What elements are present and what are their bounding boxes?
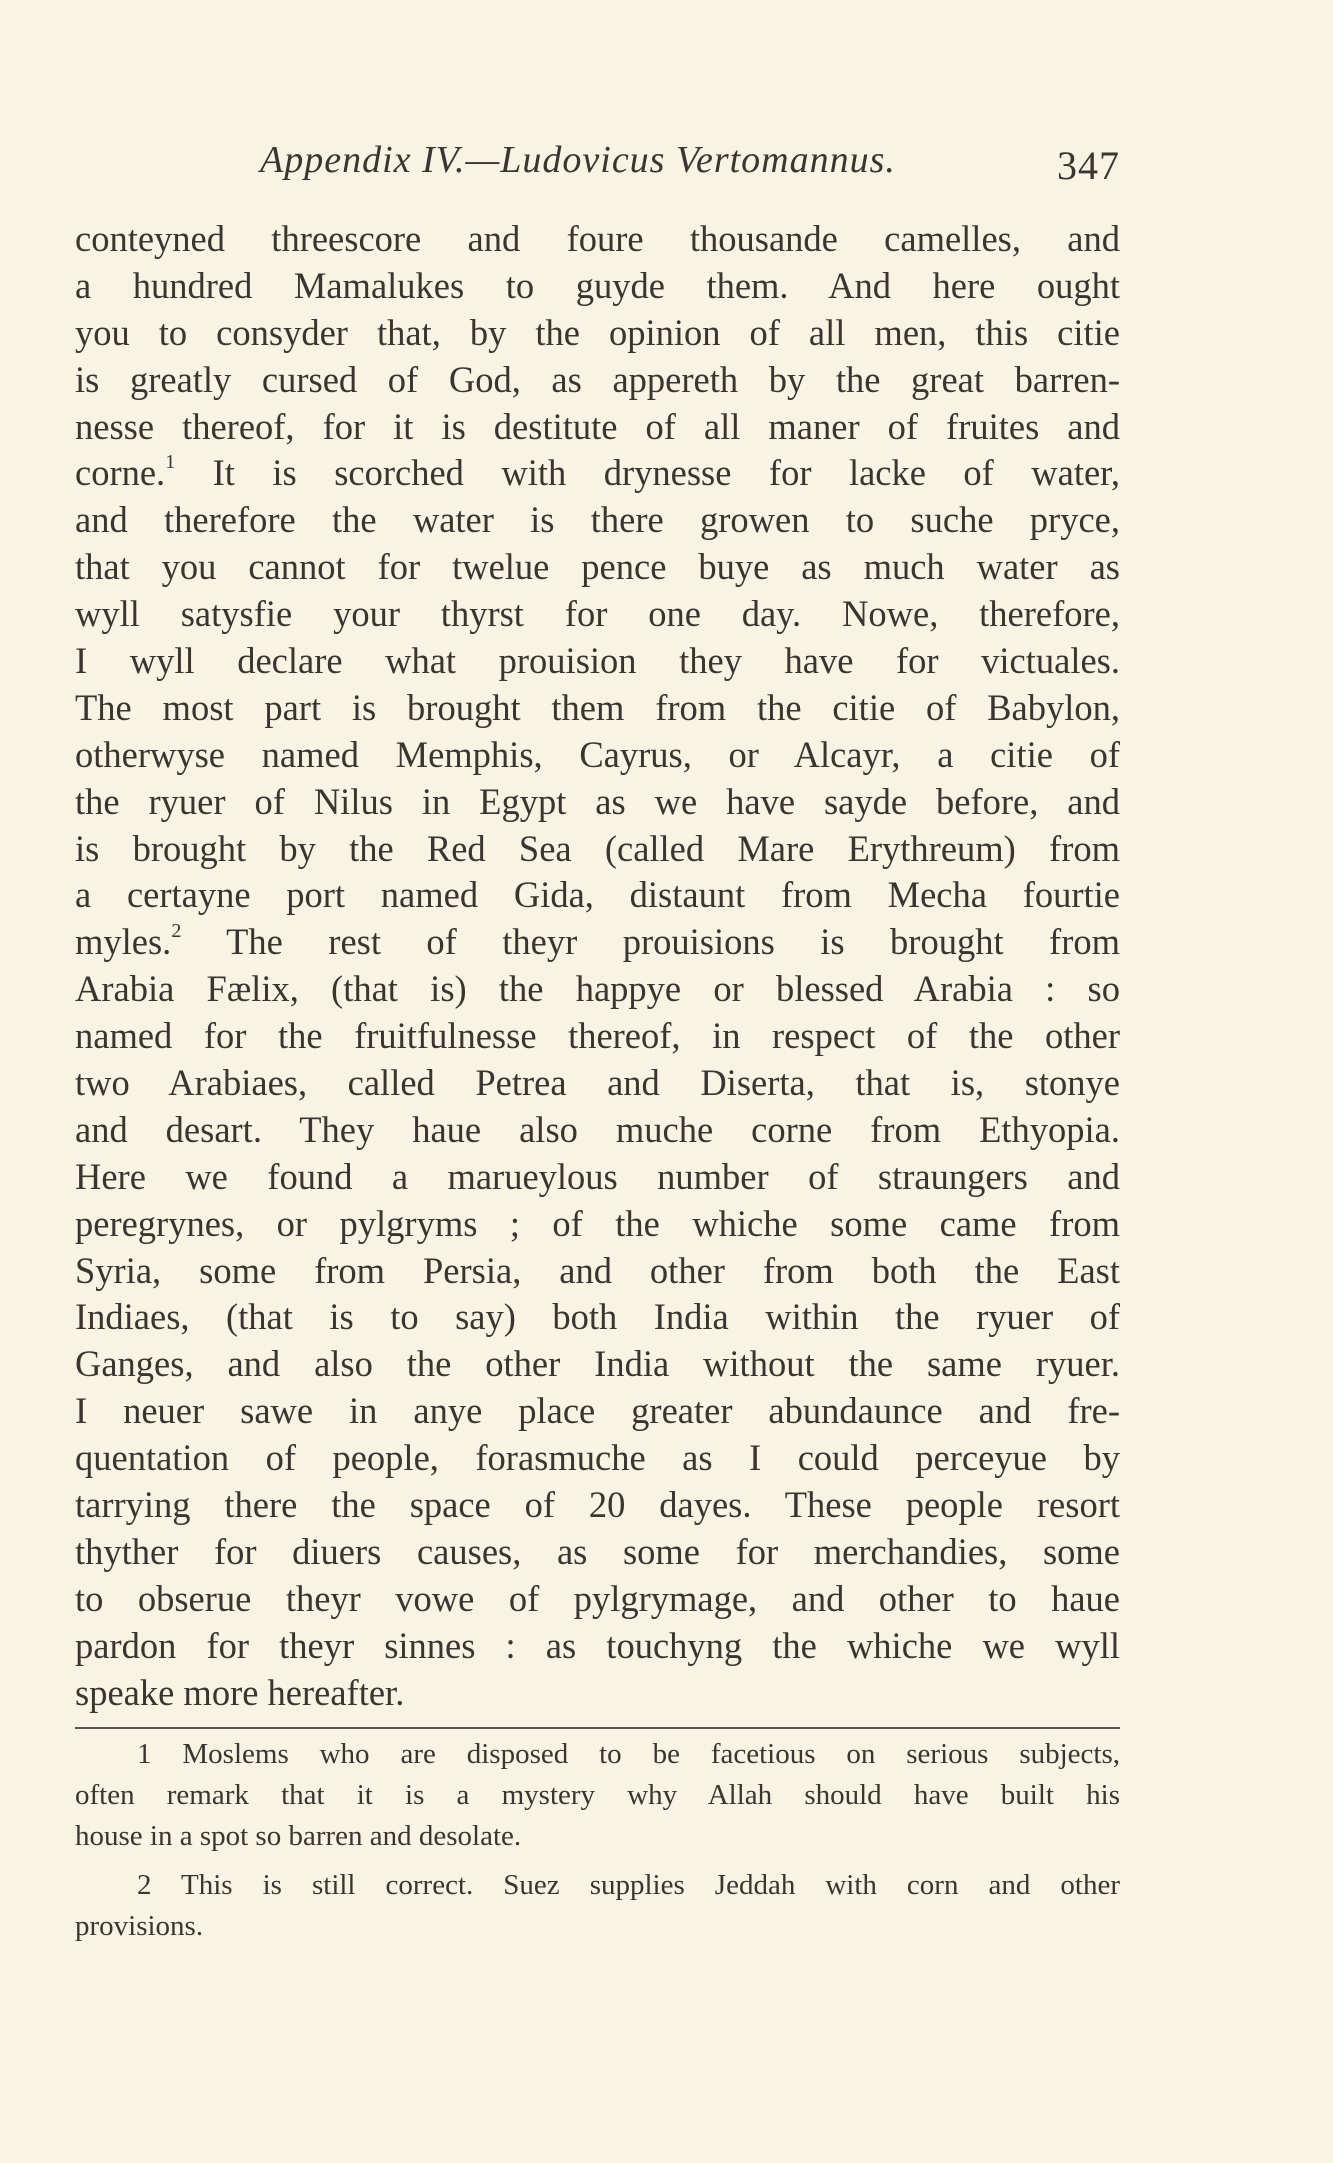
text-line: I wyll declare what prouision they have for victuales. — [75, 640, 1120, 682]
line-segment: It is scorched with drynesse for lacke of water, — [175, 452, 1120, 494]
text-line — [75, 450, 1120, 497]
text-line: and therefore the water is there growen to suche pryce, — [75, 499, 1120, 541]
text-line: and desart. They haue also muche corne from Ethyopia. — [75, 1108, 1120, 1150]
text-line: pardon for theyr sinnes : as touchyng the whiche we wyll — [75, 1624, 1120, 1666]
footnote-line: provisions. — [75, 1910, 204, 1942]
line-segment: The rest of theyr prouisions is brought from — [181, 921, 1120, 963]
text-line: peregrynes, or pylgryms ; of the whiche some came from — [75, 1202, 1120, 1244]
main-text — [75, 216, 1120, 1717]
page-number: 347 — [1057, 143, 1120, 188]
text-line: speake more hereafter. — [75, 1671, 405, 1713]
text-line: you to consyder that, by the opinion of all men, this citie — [75, 311, 1120, 353]
footnote-line: house in a spot so barren and desolate. — [75, 1820, 522, 1852]
text-line: two Arabiaes, called Petrea and Diserta, that is, stonye — [75, 1062, 1120, 1104]
text-line: is brought by the Red Sea (called Mare Erythreum) from — [75, 827, 1120, 869]
text-line: thyther for diuers causes, as some for merchandies, some — [75, 1530, 1120, 1572]
text-line: Syria, some from Persia, and other from both the East — [75, 1249, 1120, 1291]
text-line: Here we found a marueylous number of straungers and — [75, 1155, 1120, 1197]
running-title: Appendix IV.—Ludovicus Vertomannus. — [260, 139, 896, 181]
text-line: Arabia Fælix, (that is) the happye or blessed Arabia : so — [75, 968, 1120, 1010]
text-line: nesse thereof, for it is destitute of all maner of fruites and — [75, 405, 1120, 447]
line-segment: myles. — [75, 921, 172, 963]
text-line: a hundred Mamalukes to guyde them. And here ought — [75, 264, 1120, 306]
text-line: that you cannot for twelue pence buye as much water as — [75, 546, 1120, 588]
text-line: otherwyse named Memphis, Cayrus, or Alcayr, a citie of — [75, 733, 1120, 775]
text-line: the ryuer of Nilus in Egypt as we have sayde before, and — [75, 780, 1120, 822]
footnote-line: often remark that it is a mystery why Allah should have built his — [75, 1779, 1120, 1811]
footnote-marker-1: 1 — [165, 451, 176, 474]
text-line: wyll satysfie your thyrst for one day. Nowe, therefore, — [75, 593, 1120, 635]
text-line: Indiaes, (that is to say) both India within the ryuer of — [75, 1296, 1120, 1338]
text-line: I neuer sawe in anye place greater abundaunce and fre- — [75, 1390, 1120, 1432]
text-line: quentation of people, forasmuche as I could perceyue by — [75, 1437, 1120, 1479]
footnote-line: 1 Moslems who are disposed to be facetious on serious subjects, — [137, 1738, 1120, 1770]
running-header — [75, 138, 1120, 194]
footnotes — [75, 1734, 1120, 1947]
footnote-divider — [75, 1727, 1120, 1729]
line-segment: corne. — [75, 452, 166, 494]
text-line: Ganges, and also the other India without the same ryuer. — [75, 1343, 1120, 1385]
text-line: tarrying there the space of 20 dayes. These people resort — [75, 1484, 1120, 1526]
text-line — [75, 919, 1120, 966]
footnote-line: 2 This is still correct. Suez supplies Jeddah with corn and other — [137, 1869, 1120, 1901]
text-line: to obserue theyr vowe of pylgrymage, and other to haue — [75, 1577, 1120, 1619]
footnote-marker-2: 2 — [171, 920, 182, 943]
text-line: conteyned threescore and foure thousande camelles, and — [75, 218, 1120, 259]
text-line: a certayne port named Gida, distaunt from Mecha fourtie — [75, 874, 1120, 916]
text-line: named for the fruitfulnesse thereof, in respect of the other — [75, 1015, 1120, 1057]
text-line: The most part is brought them from the citie of Babylon, — [75, 686, 1120, 728]
text-line: is greatly cursed of God, as appereth by the great barren- — [75, 358, 1120, 400]
